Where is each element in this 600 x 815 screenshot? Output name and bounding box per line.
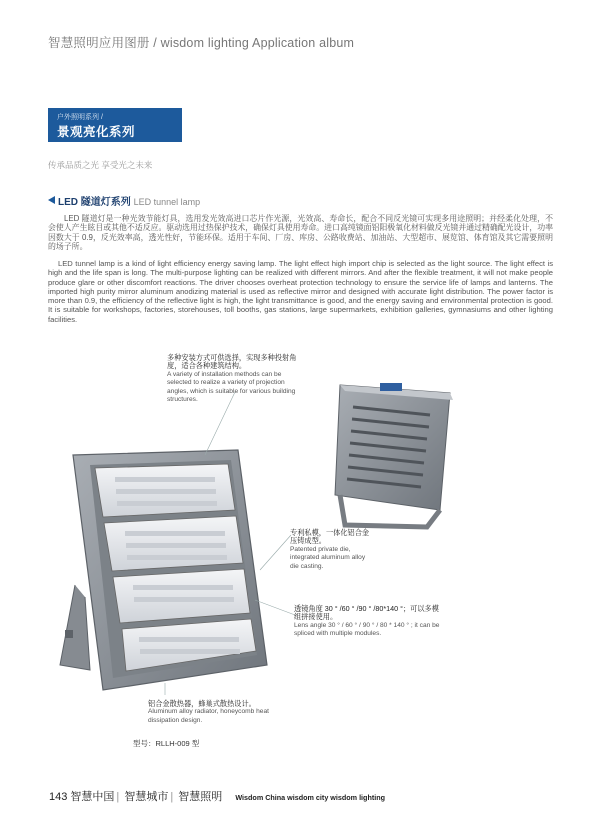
note-radiator-cn: 铝合金散热器，蜂巢式散热设计。 xyxy=(148,699,256,708)
note-die-casting xyxy=(290,529,372,571)
note-die-casting-en: Patented private die, integrated aluminum alloy die casting. xyxy=(290,545,366,570)
footer-item-2: 智慧城市 xyxy=(124,791,169,803)
note-installation-en: A variety of installation methods can be selected to realize a variety of projection angles, which is suitable for various building structures. xyxy=(167,370,296,404)
section-marker-icon xyxy=(48,196,55,204)
note-radiator xyxy=(148,700,288,725)
page-number: 143 xyxy=(49,791,68,803)
section-title-en: LED tunnel lamp xyxy=(133,197,201,207)
intro-en: LED tunnel lamp is a kind of light efficiency energy saving lamp. The light effect high import chip is selected as the light source. The light effect is high and the life span is long. The multi-purpose lighting can be realized with different mirrors. And after the flexible treatment, it will not make people produce glare or other discomfort reactions. The driver chooses overheat protection technology to ensure the service life of lamps and lanterns. The imported high purity mirror aluminum anodizing material is used as reflective mirror and designed with accurate light distribution. The power factor is more than 0.9, the efficiency of the reflective light is high, the light transmittance is good, and the energy saving and environmental protection is good. It is suitable for workshops, factories, storehouses, toll booths, gas stations, large supermarkets, exhibition galleries, gymnasiums and other lighting facilities. xyxy=(48,259,553,324)
slogan: 传承品质之光 享受光之未来 xyxy=(48,160,153,170)
main-lamp xyxy=(60,450,267,690)
note-die-casting-cn: 专利私模，一体化铝合金压铸成型。 xyxy=(290,528,370,546)
footer: 143 智慧中国 | 智慧城市 | 智慧照明 Wisdom China wisdom city wisdom lighting xyxy=(49,791,386,803)
footer-item-3: 智慧照明 xyxy=(178,791,223,803)
footer-en: Wisdom China wisdom city wisdom lighting xyxy=(235,793,386,802)
section-title xyxy=(58,193,200,208)
note-radiator-en: Aluminum alloy radiator, honeycomb heat dissipation design. xyxy=(148,708,269,724)
note-lens-angle-cn: 透镜角度 30 ° /60 ° /90 ° /80*140 °；可以多模组拼接使用。 xyxy=(294,604,439,622)
category-main: 景观亮化系列 xyxy=(57,125,136,139)
model-number: 型号：RLLH-009 型 xyxy=(133,739,200,748)
rear-view-lamp xyxy=(335,383,453,527)
note-lens-angle-en: Lens angle 30 ° / 60 ° / 90 ° / 80 * 140 ° ; it can be spliced with multiple modules. xyxy=(294,621,440,638)
footer-item-1: 智慧中国 xyxy=(70,791,115,803)
note-installation xyxy=(167,354,297,404)
intro-cn: LED 隧道灯是一种光效节能灯具，选用发光效高进口芯片作光源，光效高、寿命长，配合不同反光镜可实现多用途照明；并经柔化处理，不会使人产生眩目或其他不适反应。驱动选用过热保护技术，确保灯具使用寿命。进口高纯镜面铝阳极氧化材料做反光镜并通过精确配光设计，功率因数大于 0.9，反光效率高，透光性好，节能环保。适用于车间、厂房、库房、公路收费站、加油站、大型超市、展览馆、体育馆及其它需要照明的场子所。 xyxy=(48,214,554,251)
category-sub: 户外照明系列 / xyxy=(57,114,103,121)
note-installation-cn: 多种安装方式可供选择，实现多种投射角度，适合各种建筑结构。 xyxy=(167,353,297,371)
note-lens-angle xyxy=(294,605,444,639)
header-title: 智慧照明应用图册 / wisdom lighting Application album xyxy=(48,36,355,50)
section-title-cn: LED 隧道灯系列 xyxy=(58,197,131,208)
